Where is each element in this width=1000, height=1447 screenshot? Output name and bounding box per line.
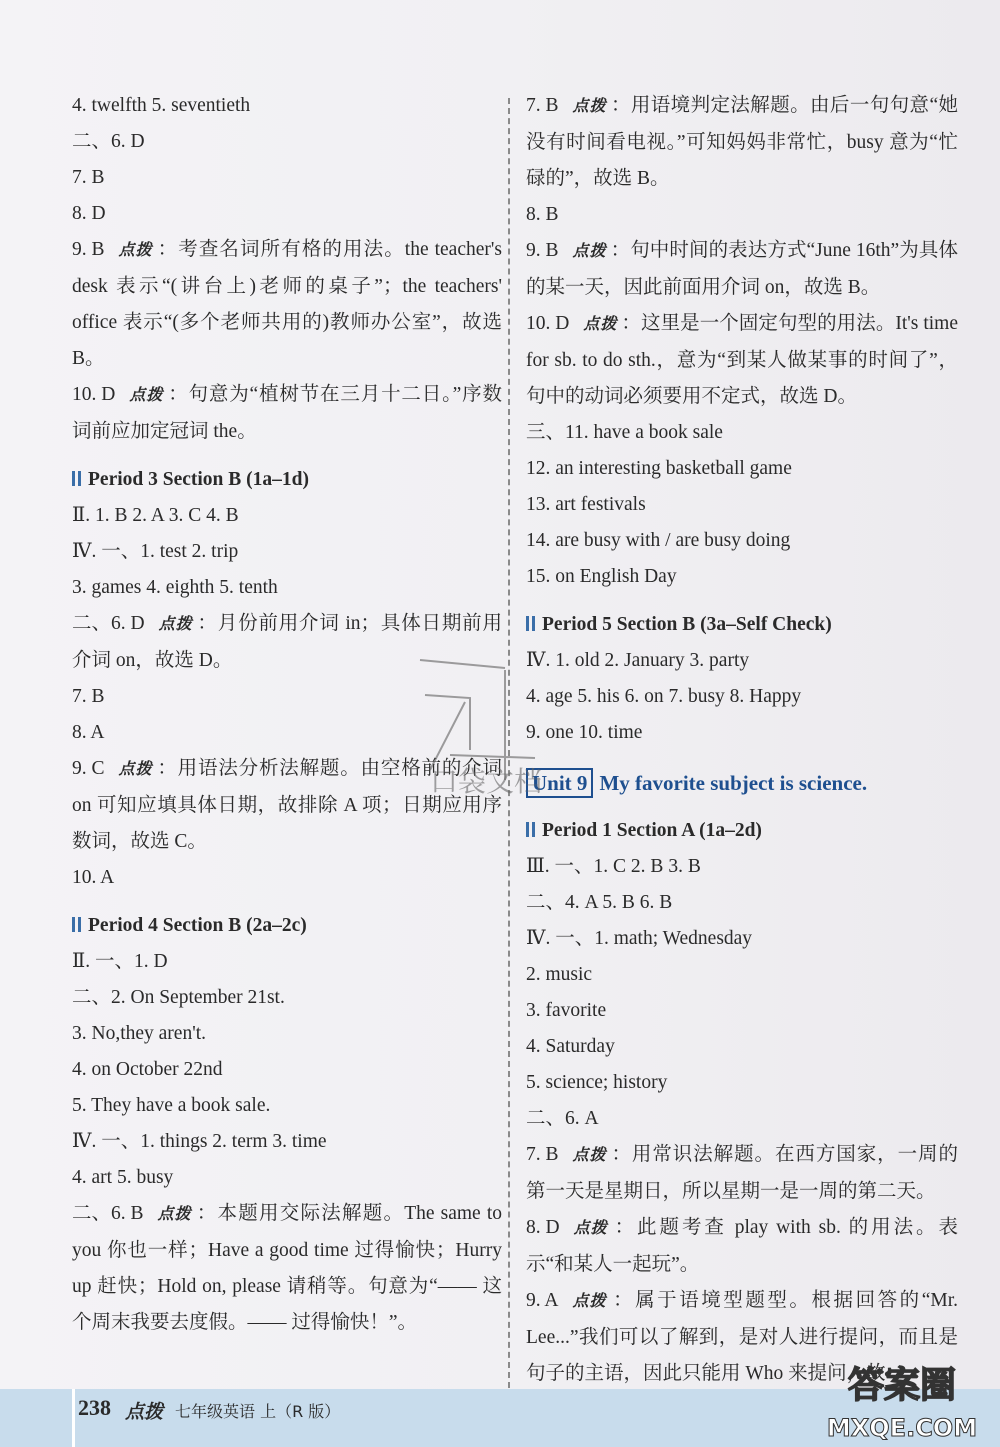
unit-title: My favorite subject is science. xyxy=(599,771,868,795)
answer-line: Ⅳ. 一、1. math; Wednesday xyxy=(526,928,753,949)
answer-line: 4. twelfth 5. seventieth xyxy=(72,95,251,116)
answer-line: 12. an interesting basketball game xyxy=(526,458,792,479)
answer-line: 8. B xyxy=(526,204,559,225)
section-bars-icon xyxy=(72,917,82,932)
answer-explanation xyxy=(526,306,958,415)
hint-tag: 点拨 xyxy=(572,1147,607,1164)
page-number: 238 xyxy=(78,1395,111,1420)
answer-line: 二、6. A xyxy=(526,1108,599,1129)
hint-tag: 点拨 xyxy=(158,616,193,633)
logo-domain: MXQE.COM xyxy=(826,1414,978,1442)
hint-tag: 点拨 xyxy=(583,316,618,333)
answer-number: 8. D xyxy=(526,1217,560,1238)
section-heading xyxy=(526,813,958,849)
hint-tag: 点拨 xyxy=(118,242,153,259)
right-column xyxy=(526,88,958,1392)
answer-number: 9. B xyxy=(72,239,105,260)
explanation-text: ：用语境判定法解题。由后一句句意“她没有时间看电视。”可知妈妈非常忙，busy 意为“忙碌的”，故选 B。 xyxy=(526,95,958,189)
hint-tag: 点拨 xyxy=(572,98,607,115)
answer-line: 8. A xyxy=(72,722,105,743)
answer-explanation xyxy=(526,1210,958,1283)
section-heading xyxy=(526,607,958,643)
answer-line: Ⅱ. 一、1. D xyxy=(72,951,168,972)
logo-text: 答案圈 xyxy=(847,1365,957,1406)
watermark-text: 口袋文档 xyxy=(430,765,543,798)
answer-explanation xyxy=(526,1137,958,1210)
answer-line: Ⅳ. 一、1. things 2. term 3. time xyxy=(72,1131,327,1152)
answer-line: 14. are busy with / are busy doing xyxy=(526,530,791,551)
answer-line: 3. favorite xyxy=(526,1000,607,1021)
explanation-text: ：句中时间的表达方式“June 16th”为具体的某一天，因此前面用介词 on，故选 B。 xyxy=(526,240,958,298)
unit-label: Unit 9 xyxy=(526,768,593,798)
answer-line: 4. on October 22nd xyxy=(72,1059,223,1080)
explanation-text: ：属于语境型题型。根据回答的“Mr. Lee...”我们可以了解到，是对人进行提问，而且是句子的主语，因此只能用 Who 来提问，故 xyxy=(526,1290,958,1384)
explanation-text: ：用常识法解题。在西方国家，一周的第一天是星期日，所以星期一是一周的第二天。 xyxy=(526,1144,958,1202)
answer-number: 10. D xyxy=(72,384,116,405)
answer-line: 3. No,they aren't. xyxy=(72,1023,207,1044)
answer-line: 5. science; history xyxy=(526,1072,668,1093)
answer-line: 二、2. On September 21st. xyxy=(72,987,285,1008)
section-title: Period 5 Section B (3a–Self Check) xyxy=(542,614,832,635)
brand-name: 点拨 xyxy=(125,1402,164,1423)
answer-line: 3. games 4. eighth 5. tenth xyxy=(72,577,278,598)
answer-line: 2. music xyxy=(526,964,593,985)
section-bars-icon xyxy=(526,616,536,631)
footer-divider xyxy=(72,1389,75,1447)
answer-explanation xyxy=(526,88,958,197)
book-title: 七年级英语 上（R 版） xyxy=(175,1402,341,1421)
answer-number: 7. B xyxy=(526,95,559,116)
explanation-text: ：本题用交际法解题。The same to you 你也一样；Have a good time 过得愉快；Hurry up 赶快；Hold on, please 请稍等。句意为“—— 这个周末我要去度假。—— 过得愉快！”。 xyxy=(72,1203,502,1333)
section-heading xyxy=(72,462,502,498)
answer-line: 4. age 5. his 6. on 7. busy 8. Happy xyxy=(526,686,802,707)
answer-line: Ⅳ. 一、1. test 2. trip xyxy=(72,541,239,562)
hint-tag: 点拨 xyxy=(572,1293,607,1310)
answer-line: 10. A xyxy=(72,867,115,888)
answer-number: 9. A xyxy=(526,1290,559,1311)
answer-line: 15. on English Day xyxy=(526,566,677,587)
explanation-text: ：月份前用介词 in；具体日期前用介词 on，故选 D。 xyxy=(72,613,502,671)
answer-number: 7. B xyxy=(526,1144,559,1165)
hint-tag: 点拨 xyxy=(157,1206,192,1223)
answer-number: 9. C xyxy=(72,758,105,779)
hint-tag: 点拨 xyxy=(573,1220,608,1237)
answer-line: Ⅱ. 1. B 2. A 3. C 4. B xyxy=(72,505,239,526)
answer-line: 9. one 10. time xyxy=(526,722,643,743)
section-title: Period 1 Section A (1a–2d) xyxy=(542,820,762,841)
hint-tag: 点拨 xyxy=(118,761,153,778)
answer-line: 7. B xyxy=(72,167,105,188)
answer-explanation xyxy=(72,232,502,377)
unit-heading xyxy=(526,765,958,801)
answer-line: 5. They have a book sale. xyxy=(72,1095,271,1116)
answer-line: Ⅲ. 一、1. C 2. B 3. B xyxy=(526,856,701,877)
site-logo xyxy=(810,1352,995,1444)
section-title: Period 3 Section B (1a–1d) xyxy=(88,469,309,490)
answer-line: 二、6. D xyxy=(72,131,145,152)
answer-explanation xyxy=(526,233,958,306)
answer-line: 7. B xyxy=(72,686,105,707)
answer-line: 三、11. have a book sale xyxy=(526,422,723,443)
answer-line: 4. art 5. busy xyxy=(72,1167,174,1188)
answer-line: 13. art festivals xyxy=(526,494,646,515)
answer-line: Ⅳ. 1. old 2. January 3. party xyxy=(526,650,750,671)
section-bars-icon xyxy=(72,471,82,486)
hint-tag: 点拨 xyxy=(572,243,607,260)
explanation-text: ：这里是一个固定句型的用法。It's time for sb. to do sth.，意为“到某人做某事的时间了”，句中的动词必须要用不定式，故选 D。 xyxy=(526,313,958,407)
explanation-text: ：考查名词所有格的用法。the teacher's desk 表示“(讲台上)老师的桌子”；the teachers' office 表示“(多个老师共用的)教师办公室”，故选 B。 xyxy=(72,239,502,369)
answer-number: 二、6. B xyxy=(72,1203,144,1224)
explanation-text: ：此题考查 play with sb. 的用法。表示“和某人一起玩”。 xyxy=(526,1217,958,1275)
answer-explanation xyxy=(72,1196,502,1341)
hint-tag: 点拨 xyxy=(129,387,164,404)
section-bars-icon xyxy=(526,822,536,837)
answer-number: 10. D xyxy=(526,313,570,334)
answer-line: 8. D xyxy=(72,203,106,224)
answer-number: 9. B xyxy=(526,240,559,261)
answer-line: 二、4. A 5. B 6. B xyxy=(526,892,673,913)
answer-line: 4. Saturday xyxy=(526,1036,615,1057)
section-heading xyxy=(72,908,502,944)
answer-number: 二、6. D xyxy=(72,613,145,634)
explanation-text: ：句意为“植树节在三月十二日。”序数词前应加定冠词 the。 xyxy=(72,384,502,442)
section-title: Period 4 Section B (2a–2c) xyxy=(88,915,307,936)
explanation-text: ：用语法分析法解题。由空格前的介词 on 可知应填具体日期，故排除 A 项；日期应用序数词，故选 C。 xyxy=(72,758,502,852)
answer-explanation xyxy=(72,377,502,450)
